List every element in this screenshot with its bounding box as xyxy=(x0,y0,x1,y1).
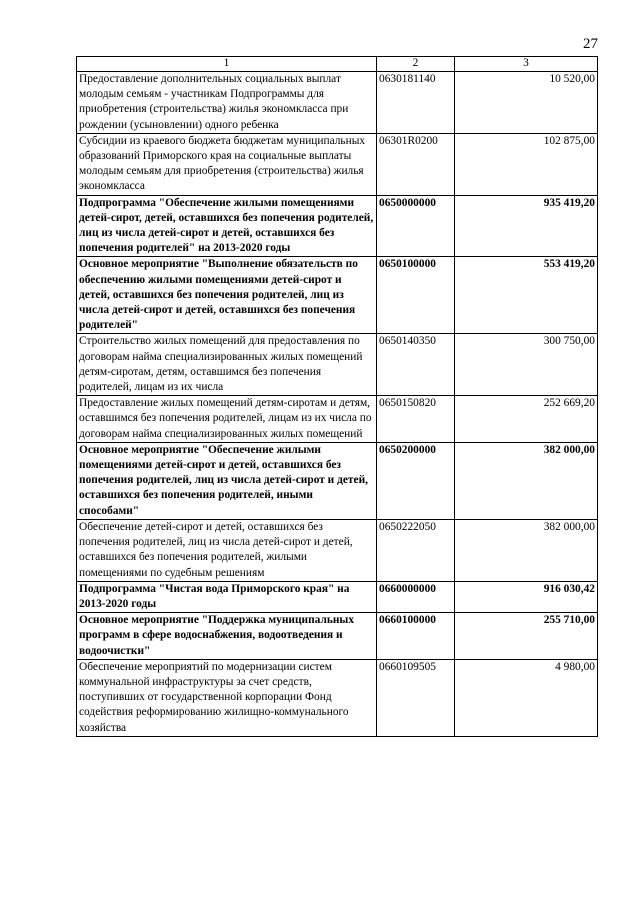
column-header-2: 2 xyxy=(377,57,455,72)
table-row xyxy=(77,396,598,443)
table-row xyxy=(77,519,598,581)
table-header-row xyxy=(77,57,598,72)
table-row xyxy=(77,442,598,519)
table-row xyxy=(77,659,598,736)
table-row xyxy=(77,195,598,257)
row-amount: 4 980,00 xyxy=(455,659,598,736)
page-number: 27 xyxy=(583,36,598,52)
row-code: 0650200000 xyxy=(377,442,455,519)
row-name: Обеспечение детей-сирот и детей, оставшихся без попечения родителей, лиц из числа детей-сирот и детей, оставшихся без попечения родителей, жилыми помещениями по судебным решениям xyxy=(77,519,377,581)
row-name: Строительство жилых помещений для предоставления по договорам найма специализированных жилых помещений детям-сиротам, детям, оставшимся без попечения родителей, лицам из их числа xyxy=(77,334,377,396)
row-name: Подпрограмма "Обеспечение жилыми помещениями детей-сирот, детей, оставшихся без попечения родителей, лиц из числа детей-сирот и детей, оставшихся без попечения родителей" на 2013-2020 годы xyxy=(77,195,377,257)
column-header-3: 3 xyxy=(455,57,598,72)
row-amount: 916 030,42 xyxy=(455,581,598,612)
row-code: 0650150820 xyxy=(377,396,455,443)
table-row xyxy=(77,133,598,195)
row-amount: 10 520,00 xyxy=(455,72,598,134)
table-row xyxy=(77,257,598,334)
row-amount: 255 710,00 xyxy=(455,613,598,660)
row-code: 0660000000 xyxy=(377,581,455,612)
row-amount: 300 750,00 xyxy=(455,334,598,396)
row-code: 0650000000 xyxy=(377,195,455,257)
row-amount: 102 875,00 xyxy=(455,133,598,195)
row-name: Основное мероприятие "Выполнение обязательств по обеспечению жилыми помещениями детей-сирот и детей, оставшихся без попечения родителей, лиц из числа детей-сирот и детей, оставшихся без попечения родителей" xyxy=(77,257,377,334)
row-amount: 252 669,20 xyxy=(455,396,598,443)
row-code: 0650100000 xyxy=(377,257,455,334)
row-name: Основное мероприятие "Обеспечение жилыми помещениями детей-сирот и детей, оставшихся без попечения родителей, лиц из числа детей-сирот и детей, оставшихся без попечения родителей, иными способами" xyxy=(77,442,377,519)
row-code: 0660109505 xyxy=(377,659,455,736)
row-name: Обеспечение мероприятий по модернизации систем коммунальной инфраструктуры за счет средств, поступивших от государственной корпорации Фонд содействия реформированию жилищно-коммунального хозяйства xyxy=(77,659,377,736)
row-name: Субсидии из краевого бюджета бюджетам муниципальных образований Приморского края на социальные выплаты молодым семьям для приобретения (строительства) жилья экономкласса xyxy=(77,133,377,195)
row-code: 0630181140 xyxy=(377,72,455,134)
table-row xyxy=(77,334,598,396)
row-name: Основное мероприятие "Поддержка муниципальных программ в сфере водоснабжения, водоотведения и водоочистки" xyxy=(77,613,377,660)
budget-table xyxy=(76,56,598,737)
row-code: 0660100000 xyxy=(377,613,455,660)
table-row xyxy=(77,72,598,134)
row-code: 06301R0200 xyxy=(377,133,455,195)
row-name: Подпрограмма "Чистая вода Приморского края" на 2013-2020 годы xyxy=(77,581,377,612)
row-amount: 382 000,00 xyxy=(455,442,598,519)
row-amount: 935 419,20 xyxy=(455,195,598,257)
row-amount: 382 000,00 xyxy=(455,519,598,581)
table-row xyxy=(77,613,598,660)
row-code: 0650140350 xyxy=(377,334,455,396)
column-header-1: 1 xyxy=(77,57,377,72)
row-code: 0650222050 xyxy=(377,519,455,581)
row-name: Предоставление жилых помещений детям-сиротам и детям, оставшимся без попечения родителей, лицам из их числа по договорам найма специализированных жилых помещений xyxy=(77,396,377,443)
table-row xyxy=(77,581,598,612)
row-amount: 553 419,20 xyxy=(455,257,598,334)
row-name: Предоставление дополнительных социальных выплат молодым семьям - участникам Подпрограммы для приобретения (строительства) жилья экономкласса при рождении (усыновлении) одного ребенка xyxy=(77,72,377,134)
